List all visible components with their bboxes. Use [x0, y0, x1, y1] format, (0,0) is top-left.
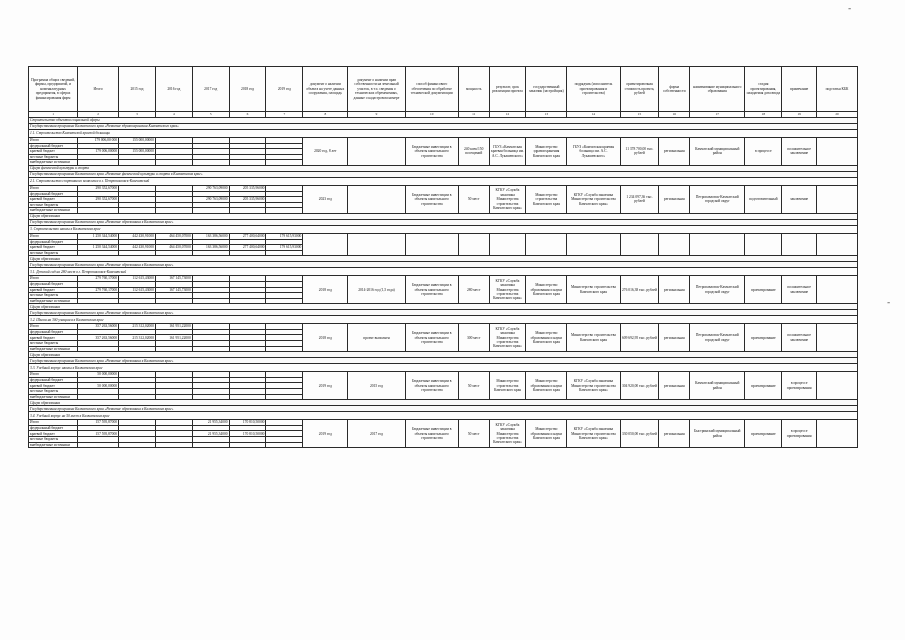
meta-cell: 50 мест	[458, 372, 489, 400]
row-label: внебюджетные источники	[29, 208, 78, 214]
meta-cell: 276 016,38 тыс. рублей	[620, 276, 659, 304]
meta-cell: Бюджетные инвестиции в объекты капитального строительства	[405, 372, 458, 400]
side-mark: -	[887, 298, 891, 308]
meta-cell: КГКУ «Служба заказчика Министерства строительства Камчатского края»	[489, 324, 526, 352]
amount-cell: 442 430,91000	[119, 245, 156, 251]
amount-cell: 464 450,07000	[155, 245, 192, 251]
meta-cell	[405, 233, 458, 255]
row-label: внебюджетные источники	[29, 442, 78, 448]
amount-cell: 170 810,50000	[229, 420, 266, 426]
amount-cell: 205 335,96000	[229, 197, 266, 203]
column-index: 18	[745, 112, 782, 118]
meta-cell: 280 мест	[458, 276, 489, 304]
meta-cell: 2019 год	[303, 372, 348, 400]
meta-cell: Бюджетные инвестиции в объекты капитального строительства	[405, 138, 458, 166]
column-index: 3	[119, 112, 156, 118]
amount-cell: 1 250 344,54000	[78, 245, 119, 251]
meta-cell: региональная	[659, 185, 690, 213]
row-label: федеральный бюджет	[29, 281, 78, 287]
program-title: Государственная программа Камчатского края «Развитие образования в Камчатском крае»	[29, 219, 858, 225]
header-cell: способ финансового обеспечения по обработке технической документации	[405, 67, 458, 112]
meta-cell: Быстринский муниципальный район	[690, 420, 745, 448]
table-row	[29, 233, 858, 239]
empty-cell	[817, 372, 858, 400]
header-cell: 2018 год	[229, 67, 266, 112]
meta-cell: 2019 год	[303, 420, 348, 448]
amount-cell: 442 430,91000	[119, 233, 156, 239]
program-title: Государственная программа Камчатского края «Развитие образования в Камчатском крае»	[29, 310, 858, 316]
meta-cell: 2017 год	[348, 420, 405, 448]
row-label: Итого	[29, 420, 78, 426]
row-label: федеральный бюджет	[29, 425, 78, 431]
meta-cell: 2020 год, 8 лет	[303, 138, 348, 166]
section-title: Сфера образования	[29, 304, 858, 310]
amount-cell: 290 352,67000	[78, 197, 119, 203]
meta-cell: положительное заключение	[782, 276, 817, 304]
meta-cell: КГКУ «Служба заказчика Министерства строительства Камчатского края»	[567, 420, 620, 448]
row-label: внебюджетные источники	[29, 346, 78, 352]
column-index: 4	[155, 112, 192, 118]
amount-cell: 157 595,87000	[78, 420, 119, 426]
amount-cell: 163 386,56000	[192, 233, 229, 239]
meta-cell: Министерство образования и науки Камчатского края	[526, 324, 567, 352]
item-title: 3.1. Детский сад на 280 мест в г. Петропавловск-Камчатский	[29, 268, 858, 276]
amount-cell: 357 263,56000	[78, 335, 119, 341]
empty-cell	[817, 233, 858, 255]
amount-cell: 290 352,67000	[78, 185, 119, 191]
meta-cell: в процессе	[745, 138, 782, 166]
meta-cell: Министерство строительства Камчатского края	[567, 324, 620, 352]
meta-cell: 609 692,95 тыс. рублей	[620, 324, 659, 352]
meta-cell: КГКУ «Служба заказчика Министерства строительства Камчатского края»	[567, 185, 620, 213]
header-cell: Итого	[78, 67, 119, 112]
row-label: краевой бюджет	[29, 245, 78, 251]
meta-cell: Бюджетные инвестиции в объекты капитального строительства	[405, 420, 458, 448]
empty-cell	[817, 324, 858, 352]
amount-cell: 179 615,93000	[266, 233, 303, 239]
column-index: 16	[659, 112, 690, 118]
amount-cell	[266, 442, 303, 448]
amount-cell: 179 006,00000	[78, 149, 119, 155]
row-label: федеральный бюджет	[29, 377, 78, 383]
meta-cell: Бюджетные инвестиции в объекты капитального строительства	[405, 276, 458, 304]
amount-cell: 167 145,73000	[155, 276, 192, 282]
meta-cell: положительное заключение	[782, 138, 817, 166]
meta-cell: 300 мест	[458, 324, 489, 352]
section-title: Сфера образования	[29, 400, 858, 406]
program-title: Государственная программа Камчатского края «Развитие образования в Камчатском крае»	[29, 406, 858, 412]
amount-cell	[119, 442, 156, 448]
row-label: местные бюджеты	[29, 250, 78, 256]
amount-cell: 157 595,87000	[78, 431, 119, 437]
row-label: Итого	[29, 372, 78, 378]
meta-cell: проектирование	[745, 324, 782, 352]
column-index: 9	[348, 112, 405, 118]
meta-cell: Министерство строительства Камчатского края	[567, 276, 620, 304]
amount-cell: 277 400,64000	[229, 245, 266, 251]
item-title: 3. Строительство школы в Камчатском крае	[29, 225, 858, 233]
amount-cell: 357 263,56000	[78, 324, 119, 330]
amount-cell: 1 250 344,54000	[78, 233, 119, 239]
section-title: Сфера физической культуры и спорта	[29, 165, 858, 171]
header-cell: форма собственности	[659, 67, 690, 112]
row-label: внебюджетные источники	[29, 160, 78, 166]
amount-cell: 161 951,22000	[155, 324, 192, 330]
meta-cell: проект выполнен	[348, 324, 405, 352]
table-row	[29, 324, 858, 330]
header-cell: подстатья КБК	[817, 67, 858, 112]
amount-cell: 290 763,09000	[192, 197, 229, 203]
amount-cell: 50 000,00000	[78, 372, 119, 378]
item-title: 3.4. Учебный корпус на 50 мест в Камчатском крае	[29, 412, 858, 420]
header-cell: стадия проектирования, ожидаемая дата ввода	[745, 67, 782, 112]
row-label: краевой бюджет	[29, 383, 78, 389]
meta-cell: проектирование	[745, 276, 782, 304]
section-title: Сфера образования	[29, 213, 858, 219]
amount-cell: 112 615,43000	[119, 287, 156, 293]
meta-cell: 304 920,00 тыс. рублей	[620, 372, 659, 400]
amount-cell	[78, 442, 119, 448]
table-row	[29, 276, 858, 282]
row-label: Итого	[29, 276, 78, 282]
meta-cell: региональная	[659, 138, 690, 166]
row-label: Итого	[29, 233, 78, 239]
column-index: 8	[303, 112, 348, 118]
meta-cell	[620, 233, 659, 255]
header-cell: документ о наличии объекта на учете данных сооружения, площадь	[303, 67, 348, 112]
amount-cell: 21 955,34000	[192, 431, 229, 437]
amount-cell: 167 145,73000	[155, 287, 192, 293]
empty-cell	[817, 138, 858, 166]
header-cell: 2017 год	[192, 67, 229, 112]
header-cell: результат, срок реализации проекта	[489, 67, 526, 112]
meta-cell: 2023 год	[303, 185, 348, 213]
meta-cell: 11 378 700,00 тыс. рублей	[620, 138, 659, 166]
meta-cell: Министерство строительства Камчатского края	[526, 185, 567, 213]
meta-cell	[526, 233, 567, 255]
meta-cell	[348, 138, 405, 166]
amount-cell: 179 615,93000	[266, 245, 303, 251]
row-label: местные бюджеты	[29, 202, 78, 208]
meta-cell: проектирование	[745, 420, 782, 448]
amount-cell: 179 006,00 000	[78, 138, 119, 144]
section-title: Сфера образования	[29, 256, 858, 262]
meta-cell: Петропавловск-Камчатский городской округ	[690, 185, 745, 213]
row-label: краевой бюджет	[29, 431, 78, 437]
meta-cell: ГБУЗ «Камчатская краевая больница им. А.С. Лукашевского»	[567, 138, 620, 166]
meta-cell: подготовительный	[745, 185, 782, 213]
amount-cell: 155 000,00000	[119, 149, 156, 155]
empty-cell	[817, 276, 858, 304]
meta-cell: Петропавловск-Камчатский городской округ	[690, 276, 745, 304]
meta-cell: 330 050,00 тыс. рублей	[620, 420, 659, 448]
meta-cell: КГКУ «Служба заказчика Министерства строительства Камчатского края»	[489, 276, 526, 304]
column-index: 15	[620, 112, 659, 118]
row-label: внебюджетные источники	[29, 394, 78, 400]
column-index: 12	[489, 112, 526, 118]
column-index: 1	[29, 112, 78, 118]
meta-cell: Министерство образования и науки Камчатского края	[526, 372, 567, 400]
table-row	[29, 138, 858, 144]
amount-cell: 215 312,02000	[119, 324, 156, 330]
column-index: 6	[229, 112, 266, 118]
meta-cell: КГКУ «Служба заказчика Министерства строительства Камчатского края»	[489, 185, 526, 213]
item-title: 3.3. Учебный корпус школы в Камчатском крае	[29, 364, 858, 372]
meta-cell	[348, 185, 405, 213]
amount-cell: 112 615,43000	[119, 276, 156, 282]
column-index: 13	[526, 112, 567, 118]
amount-cell: 21 955,34000	[192, 420, 229, 426]
corner-mark: -	[848, 4, 852, 14]
row-label: местные бюджеты	[29, 389, 78, 395]
meta-cell	[659, 233, 690, 255]
amount-cell	[155, 442, 192, 448]
meta-cell: 240 коек/150 посещений	[458, 138, 489, 166]
meta-cell	[458, 233, 489, 255]
column-index: 20	[817, 112, 858, 118]
table-body	[29, 118, 858, 448]
meta-cell: в процессе проектирования	[782, 420, 817, 448]
section-title: Сфера образования	[29, 352, 858, 358]
column-index: 17	[690, 112, 745, 118]
meta-cell: Камчатский муниципальный район	[690, 138, 745, 166]
row-label: Итого	[29, 324, 78, 330]
meta-cell	[782, 233, 817, 255]
amount-cell: 205 335,96000	[229, 185, 266, 191]
meta-cell: Министерство строительства Камчатского края	[489, 372, 526, 400]
row-label: федеральный бюджет	[29, 239, 78, 245]
amount-cell: 161 951,22000	[155, 335, 192, 341]
amount-cell: 464 450,07000	[155, 233, 192, 239]
amount-cell: 50 000,00000	[78, 383, 119, 389]
meta-cell	[348, 233, 405, 255]
investment-table	[28, 66, 858, 448]
meta-cell: 2015 год	[348, 372, 405, 400]
header-cell: подрядчик (исполнитель проектирования и строительства)	[567, 67, 620, 112]
amount-cell: 277 400,64000	[229, 233, 266, 239]
row-label: краевой бюджет	[29, 287, 78, 293]
meta-cell: проектирование	[745, 372, 782, 400]
amount-cell	[192, 442, 229, 448]
header-cell: документ о наличии прав собственности на земельный участок, в т.ч. сведения о технических обременениях, данные о кадастровом номере	[348, 67, 405, 112]
amount-cell	[229, 442, 266, 448]
meta-cell: ГБУЗ «Камчатская краевая больница им. А.С. Лукашевского»	[489, 138, 526, 166]
meta-cell: Петропавловск-Камчатский городской округ	[690, 324, 745, 352]
program-title: Государственная программа Камчатского края «Развитие образования в Камчатском крае»	[29, 262, 858, 268]
section-title: Строительство объектов социальной сферы	[29, 118, 858, 124]
meta-cell: 2018 год	[303, 276, 348, 304]
header-cell: наименование муниципального образования	[690, 67, 745, 112]
header-cell: примечание	[782, 67, 817, 112]
column-index: 5	[192, 112, 229, 118]
column-index: 7	[266, 112, 303, 118]
column-index: 2	[78, 112, 119, 118]
meta-cell: КГКУ «Служба заказчика Министерства строительства Камчатского края»	[489, 420, 526, 448]
program-title: Государственная программа Камчатского края «Развитие здравоохранения Камчатского края»	[29, 124, 858, 130]
header-cell: Программа общих сведений, фирмы, предприятий, и номенклатурных предприятия, в сферах финансирования фирм	[29, 67, 78, 112]
meta-cell: КГКУ «Служба заказчика Министерства строительства Камчатского края»	[567, 372, 620, 400]
meta-cell: региональная	[659, 324, 690, 352]
header-cell: 2019 год	[266, 67, 303, 112]
meta-cell	[567, 233, 620, 255]
row-label: местные бюджеты	[29, 293, 78, 299]
meta-cell: Министерство здравоохранения Камчатского края	[526, 138, 567, 166]
item-title: 3.2. Школа на 300 учащихся в Камчатском крае	[29, 316, 858, 324]
row-label: Итого	[29, 138, 78, 144]
column-index: 11	[458, 112, 489, 118]
program-title: Государственная программа Камчатского края «Развитие образования в Камчатском крае»	[29, 358, 858, 364]
meta-cell: 50 мест	[458, 185, 489, 213]
program-title: Государственная программа Камчатского края «Развитие физической культуры и спорта в Камчатском крае»	[29, 171, 858, 177]
header-cell: мощность	[458, 67, 489, 112]
empty-cell	[817, 420, 858, 448]
empty-cell	[817, 185, 858, 213]
row-label: краевой бюджет	[29, 197, 78, 203]
meta-cell: 1 234 097,36 тыс. рублей	[620, 185, 659, 213]
amount-cell: 163 386,56000	[192, 245, 229, 251]
amount-cell: 290 763,09000	[192, 185, 229, 191]
meta-cell: 2018 год	[303, 324, 348, 352]
row-label: федеральный бюджет	[29, 329, 78, 335]
meta-cell: региональная	[659, 420, 690, 448]
row-label: федеральный бюджет	[29, 143, 78, 149]
meta-cell	[303, 233, 348, 255]
header-cell: 2015 год	[119, 67, 156, 112]
meta-cell: региональная	[659, 276, 690, 304]
meta-cell: Министерство образования и науки Камчатского края	[526, 420, 567, 448]
table-header	[29, 67, 858, 118]
row-label: местные бюджеты	[29, 341, 78, 347]
amount-cell: 279 760,17000	[78, 276, 119, 282]
meta-cell: заключение	[782, 185, 817, 213]
amount-cell: 279 760,17000	[78, 287, 119, 293]
row-label: местные бюджеты	[29, 437, 78, 443]
amount-cell: 155 000,00000	[119, 138, 156, 144]
row-label: Итого	[29, 185, 78, 191]
column-index: 19	[782, 112, 817, 118]
column-index: 10	[405, 112, 458, 118]
meta-cell	[745, 233, 782, 255]
row-label: краевой бюджет	[29, 335, 78, 341]
meta-cell: региональная	[659, 372, 690, 400]
item-title: 1.1. Строительство Камчатской краевой больницы	[29, 130, 858, 138]
meta-cell: в процессе проектирования	[782, 372, 817, 400]
meta-cell: Камчатский муниципальный район	[690, 372, 745, 400]
meta-cell: Бюджетные инвестиции в объекты капитального строительства	[405, 185, 458, 213]
meta-cell: положительное заключение	[782, 324, 817, 352]
meta-cell	[489, 233, 526, 255]
meta-cell: 2014-2016 год (1,5 года)	[348, 276, 405, 304]
row-label: краевой бюджет	[29, 149, 78, 155]
meta-cell	[690, 233, 745, 255]
header-cell: 2016 год	[155, 67, 192, 112]
row-label: федеральный бюджет	[29, 191, 78, 197]
meta-cell: 50 мест	[458, 420, 489, 448]
meta-cell: Бюджетные инвестиции в объекты капитального строительства	[405, 324, 458, 352]
item-title: 2.1. Строительство спортивного комплекса в г. Петропавловск-Камчатский	[29, 177, 858, 185]
column-index: 14	[567, 112, 620, 118]
meta-cell: Министерство образования и науки Камчатского края	[526, 276, 567, 304]
row-label: внебюджетные источники	[29, 298, 78, 304]
amount-cell: 170 810,50000	[229, 431, 266, 437]
amount-cell: 215 312,02000	[119, 335, 156, 341]
row-label: местные бюджеты	[29, 154, 78, 160]
header-cell: ориентировочная стоимость проекта, рублей	[620, 67, 659, 112]
header-cell: государственный заказчик (застройщик)	[526, 67, 567, 112]
